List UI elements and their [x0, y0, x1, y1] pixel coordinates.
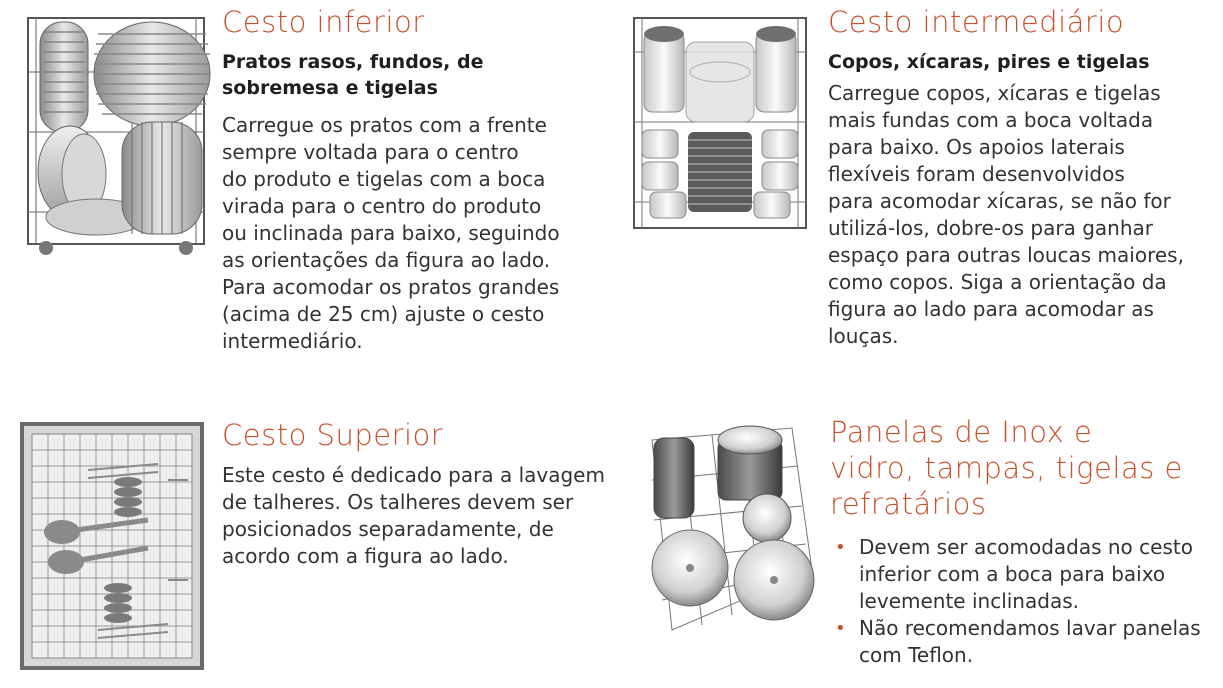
body-line: como copos. Siga a orientação da: [828, 270, 1167, 294]
subtitle-line: Copos, xícaras, pires e tigelas: [828, 51, 1150, 73]
body-line: as orientações da figura ao lado.: [222, 248, 551, 272]
body-line: (acima de 25 cm) ajuste o cesto: [222, 302, 545, 326]
section-title-cesto-intermediario: Cesto intermediário: [828, 5, 1125, 39]
section-body-cesto-superior: [222, 462, 605, 570]
body-line: intermediário.: [222, 329, 363, 353]
bullet-item: [829, 615, 1201, 669]
subtitle-line: Pratos rasos, fundos, de: [222, 51, 484, 73]
body-line: acordo com a figura ao lado.: [222, 544, 509, 568]
bullet-line: Devem ser acomodadas no cesto: [859, 535, 1193, 559]
body-line: espaço para outras loucas maiores,: [828, 243, 1184, 267]
cutlery-rack-icon: [18, 420, 208, 672]
body-line: para acomodar xícaras, se não for: [828, 189, 1171, 213]
lower-rack-plates-icon: [22, 12, 212, 258]
section-subtitle-cesto-intermediario: [828, 49, 1150, 75]
title-line: vidro, tampas, tigelas e: [830, 451, 1183, 485]
bullet-line: com Teflon.: [859, 643, 974, 667]
body-line: sempre voltada para o centro: [222, 140, 519, 164]
section-title-cesto-inferior: Cesto inferior: [222, 5, 425, 39]
body-line: Este cesto é dedicado para a lavagem: [222, 463, 605, 487]
subtitle-line: sobremesa e tigelas: [222, 77, 438, 99]
section-title-cesto-superior: Cesto Superior: [222, 418, 444, 452]
body-line: flexíveis foram desenvolvidos: [828, 162, 1125, 186]
body-line: virada para o centro do produto: [222, 194, 542, 218]
panelas-bullet-list: [829, 534, 1201, 669]
body-line: do produto e tigelas com a boca: [222, 167, 546, 191]
body-line: mais fundas com a boca voltada: [828, 108, 1154, 132]
body-line: louças.: [828, 324, 899, 348]
section-title-panelas: [830, 414, 1183, 522]
title-line: refratários: [830, 487, 987, 521]
body-line: ou inclinada para baixo, seguindo: [222, 221, 560, 245]
body-line: Carregue os pratos com a frente: [222, 113, 547, 137]
title-line: Panelas de Inox e: [830, 415, 1093, 449]
body-line: posicionados separadamente, de: [222, 517, 554, 541]
body-line: figura ao lado para acomodar as: [828, 297, 1154, 321]
bullet-line: levemente inclinadas.: [859, 589, 1079, 613]
section-body-cesto-inferior: [222, 112, 560, 355]
pans-rack-icon: [632, 420, 822, 636]
section-subtitle-cesto-inferior: [222, 49, 483, 101]
bullet-item: [829, 534, 1201, 615]
middle-rack-cups-icon: [630, 12, 810, 234]
bullet-line: inferior com a boca para baixo: [859, 562, 1166, 586]
body-line: para baixo. Os apoios laterais: [828, 135, 1125, 159]
body-line: Carregue copos, xícaras e tigelas: [828, 81, 1161, 105]
body-line: utilizá-los, dobre-os para ganhar: [828, 216, 1153, 240]
bullet-line: Não recomendamos lavar panelas: [859, 616, 1201, 640]
body-line: de talheres. Os talheres devem ser: [222, 490, 574, 514]
bullet-dot-icon: •: [835, 618, 846, 639]
section-body-cesto-intermediario: [828, 80, 1184, 350]
bullet-dot-icon: •: [835, 537, 846, 558]
body-line: Para acomodar os pratos grandes: [222, 275, 560, 299]
